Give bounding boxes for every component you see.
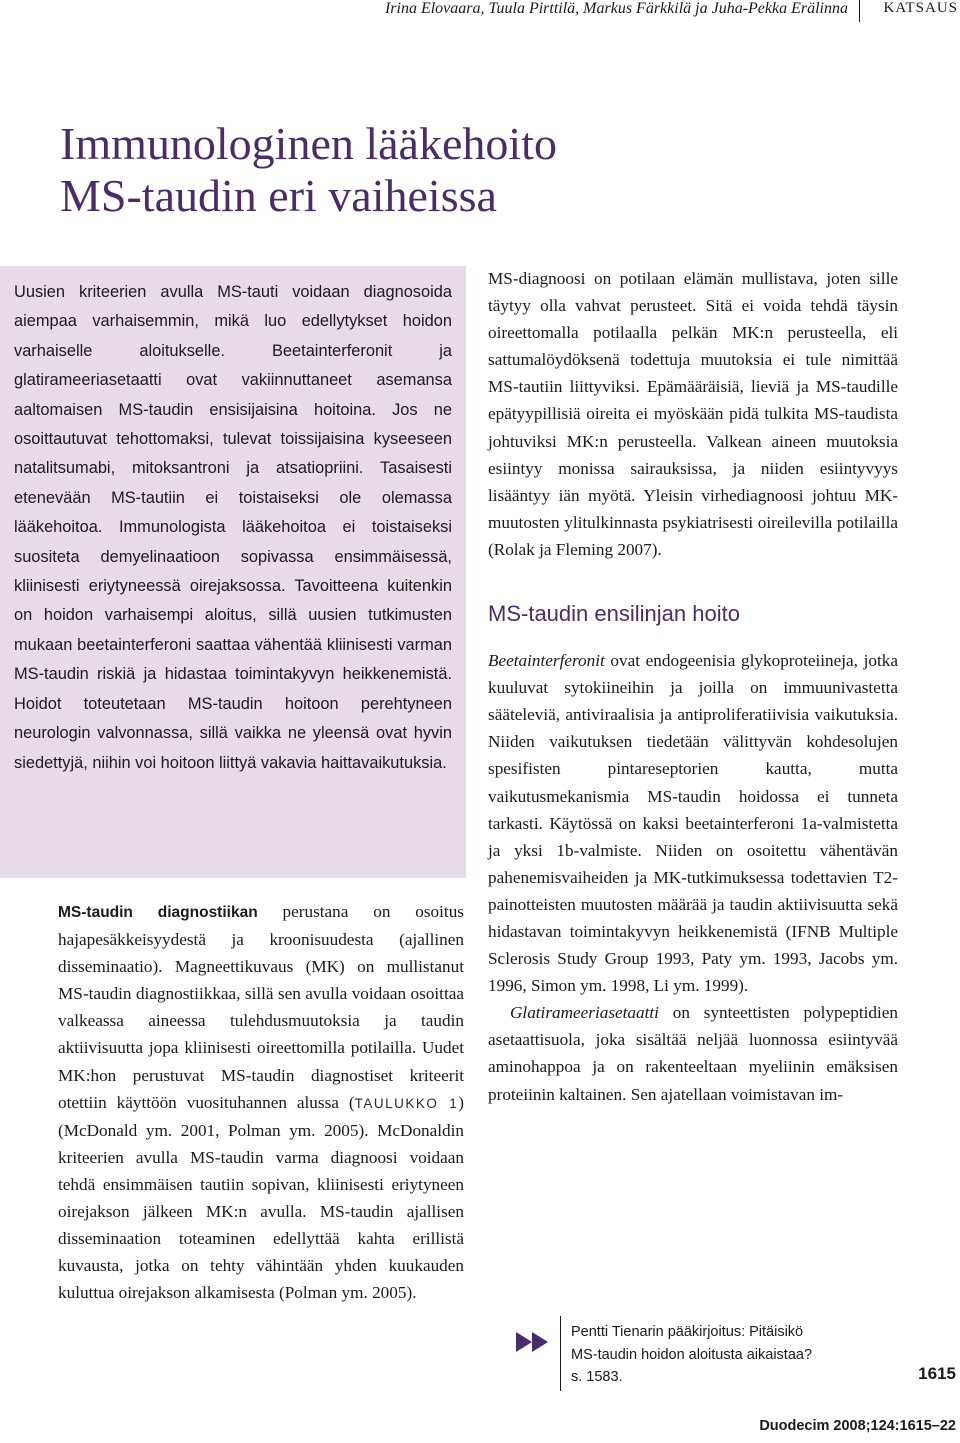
title-line-1: Immunologinen lääkehoito [60,118,557,169]
diagnostics-paragraph [58,898,464,1306]
diagnostics-text-1: perustana on osoitus hajapesäkkeisyydestä ja kroonisuudesta (ajallinen disseminaatio). Magneettikuvaus (MK) on mullistanut MS-taudin diagnostiikkaa, sillä sen avulla voidaan osoittaa valkeassa aineessa tulehdusmuutoksia ja taudin aktiivisuutta jopa kliinisesti oireettomilla potilailla. Uudet MK:hon perustuvat MS-taudin diagnostiset kriteerit otettiin käyttöön vuosituhannen alussa ( [58,902,464,1112]
glatiramer-lead: Glatirameeriasetaatti [510,1003,659,1023]
title-line-2: MS-taudin eri vaiheissa [60,170,497,221]
header-separator [859,0,860,22]
diagnosis-paragraph: MS-diagnoosi on potilaan elämän mullistava, joten sille täytyy olla vahvat perusteet. Sitä ei voida tehdä täysin oireettomalla potilaalla pelkän MK:n perusteella, eli sattumalöydöksenä todettuja muutoksia ei tule nimittää MS-tautiin liittyviksi. Epämääräisiä, lieviä ja MS-taudille epätyypillisiä oireita ei myöskään pidä tulkita MS-taudista johtuviksi MK:n perusteella. Valkean aineen muutoksia esiintyy monissa sairauksissa, ja niiden esiintyvyys lisääntyy iän myötä. Yleisin virhediagnoosi johtuu MK-muutosten ylitulkinnasta psykiatrisesti oireilevilla potilailla (Rolak ja Fleming 2007). [488,269,898,559]
interferon-text: ovat endogeenisia glykoproteiineja, jotka kuuluvat sytokiineihin ja joilla on immuunivastetta sääteleviä, antiviraalisia ja antiproliferatiivisia vaikutuksia. Niiden vaikutuksen tiedetään välittyvän kohdesolujen spesifisten pintareseptorien kautta, mutta vaikutusmekanismia MS-taudin hoidossa ei tunneta tarkasti. Käytössä on kaksi beetainterferoni 1a-valmistetta ja yksi 1b-valmiste. Niiden on osoitettu vähentävän pahenemisvaiheiden ja MK-tutkimuksessa todettavien T2-painotteisten muutosten määrää ja taudin aktiivisuutta sekä hidastavan toimintakyvyn heikkenemistä (IFNB Multiple Sclerosis Study Group 1993, Paty ym. 1993, Jacobs ym. 1996, Simon ym. 1998, Li ym. 1999). [488,651,898,996]
xref-divider [560,1316,561,1391]
double-arrow-icon [514,1330,554,1354]
interferon-lead: Beetainterferonit [488,651,605,671]
glatiramer-paragraph [488,999,898,1107]
xref-text[interactable] [571,1321,891,1389]
abstract-box [0,266,466,878]
header-authors: Irina Elovaara, Tuula Pirttilä, Markus Färkkilä ja Juha-Pekka Erälinna [384,0,848,17]
header-section: KATSAUS [883,0,958,16]
diagnostics-text-2: ) (McDonald ym. 2001, Polman ym. 2005). McDonaldin kriteerien avulla MS-taudin varma diagnoosi voidaan tehdä ensimmäisen tautiin sopivan, kliinisesti eriytyneen oirejakson jälkeen MK:n avulla. MS-taudin ajallisen disseminaation toteaminen edellyttää kahta erillistä kuvausta, jotka on tehty vähintään yhden kuukauden kuluttua oirejakson alkamisesta (Polman ym. 2005). [58,1092,464,1303]
table-reference: TAULUKKO 1 [354,1095,459,1111]
section-heading: MS-taudin ensilinjan hoito [488,601,740,627]
running-header [0,0,960,28]
editorial-cross-reference [514,1316,904,1391]
page-number: 1615 [918,1364,956,1383]
xref-line-1: Pentti Tienarin pääkirjoitus: Pitäisikö [571,1324,804,1340]
xref-line-3: s. 1583. [571,1369,623,1385]
article-title [60,118,760,222]
xref-line-2: MS-taudin hoidon aloitusta aikaistaa? [571,1346,813,1363]
interferon-paragraph [488,647,898,999]
left-column [58,898,464,1306]
right-column [488,265,898,1108]
abstract-text: Uusien kriteerien avulla MS-tauti voidaan diagnosoida aiempaa varhaisemmin, mikä luo edellytykset hoidon varhaiselle aloitukselle. Beetainterferonit ja glatirameeriasetaatti ovat vakiinnuttaneet asemansa aaltomaisen MS-taudin ensisijaisina hoitoina. Jos ne osoittautuvat tehottomaksi, tulevat toissijaisina kyseeseen natalitsumabi, mitoksantroni ja atsatiopriini. Tasaisesti etenevään MS-tautiin ei toistaiseksi ole olemassa lääkehoitoa. Immunologista lääkehoitoa ei toistaiseksi suositeta demyelinaatioon sopivassa ensimmäisessä, kliinisesti eriytyneessä oirejaksossa. Tavoitteena kuitenkin on hoidon varhaisempi aloitus, sillä uusien tutkimusten mukaan beetainterferoni saattaa vähentää kliinisesti varman MS-taudin riskiä ja hidastaa toimintakyvyn heikkenemistä. Hoidot toteutetaan MS-taudin hoitoon perehtyneen neurologin valvonnassa, sillä vaikka ne yleensä ovat hyvin siedettyjä, niihin voi hoitoon liittyä vakavia haittavaikutuksia. [14,283,452,772]
journal-footer: Duodecim 2008;124:1615–22 [759,1418,956,1434]
glatiramer-text: on synteettisten polypeptidien asetaattisuola, joka sisältää neljää luonnossa esiintyvää aminohappoa ja on rakenteeltaan myeliinin emäksisen proteiinin kaltainen. Sen ajatellaan voimistavan im- [488,1003,898,1104]
diagnostics-lead: MS-taudin diagnostiikan [58,904,258,921]
